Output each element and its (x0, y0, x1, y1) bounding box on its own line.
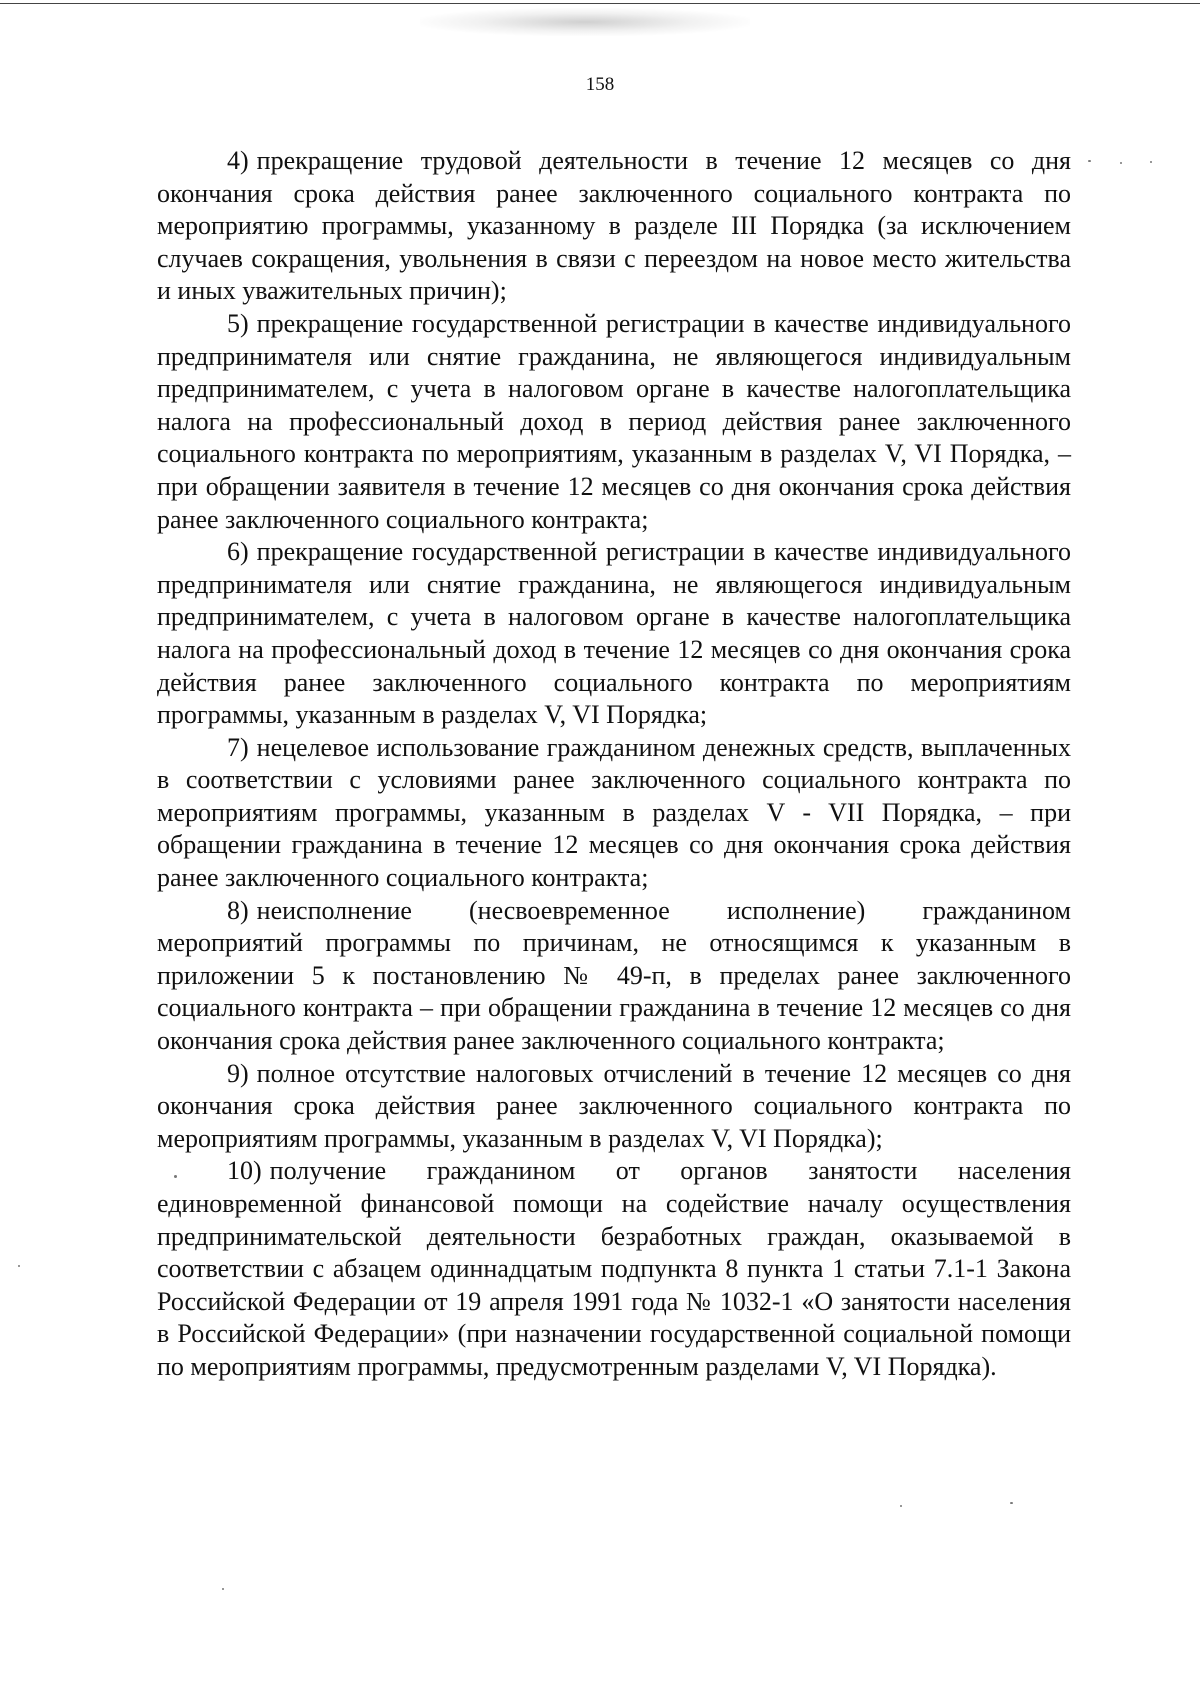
list-item-9 (157, 1058, 1071, 1156)
scan-speck (174, 1175, 177, 1178)
scan-speck (222, 1588, 224, 1590)
scan-top-border (0, 3, 1200, 4)
item-number: 10) (227, 1156, 262, 1186)
item-number: 6) (227, 537, 249, 567)
list-item-7 (157, 732, 1071, 895)
item-text: прекращение трудовой деятельности в течение 12 месяцев со дня окончания срока действия ранее заключенного социального контракта по мероприятию программы, указанному в разделе III Порядка (за исключением случаев сокращения, увольнения в связи с переездом на новое место жительства и иных уважительных причин); (157, 146, 1071, 306)
document-body (157, 145, 1071, 1384)
scan-speck (1088, 160, 1091, 162)
list-item-6 (157, 536, 1071, 732)
item-text: неисполнение (несвоевременное исполнение) гражданином мероприятий программы по причинам, не относящимся к указанным в приложении 5 к постановлению № 49-п, в пределах ранее заключенного социального контракта – при обращении гражданина в течение 12 месяцев со дня окончания срока действия ранее заключенного социального контракта; (157, 895, 1071, 1056)
item-text: прекращение государственной регистрации в качестве индивидуального предпринимателя или снятие гражданина, не являющегося индивидуальным предпринимателем, с учета в налоговом органе в качестве налогоплательщика налога на профессиональный доход в период действия ранее заключенного социального контракта по мероприятиям, указанным в разделах V, VI Порядка, – при обращении заявителя в течение 12 месяцев со дня окончания срока действия ранее заключенного социального контракта; (157, 308, 1071, 534)
item-number: 4) (227, 146, 249, 175)
item-number: 7) (227, 732, 249, 762)
scan-speck (900, 1505, 902, 1507)
list-item-8 (157, 895, 1071, 1058)
item-number: 5) (227, 308, 249, 338)
list-item-4 (157, 145, 1071, 308)
list-item-5 (157, 308, 1071, 536)
page-number: 158 (585, 74, 615, 95)
item-text: нецелевое использование гражданином денежных средств, выплаченных в соответствии с условиями ранее заключенного социального контракта по мероприятиям программы, указанным в разделах V - VII Порядка, – при обращении гражданина в течение 12 месяцев со дня окончания срока действия ранее заключенного социального контракта; (157, 732, 1071, 893)
item-text: полное отсутствие налоговых отчислений в течение 12 месяцев со дня окончания срока действия ранее заключенного социального контракта по мероприятиям программы, указанным в разделах V, VI Порядка); (157, 1058, 1071, 1153)
scan-speck (1150, 161, 1152, 163)
item-number: 8) (227, 895, 249, 925)
item-text: получение гражданином от органов занятости населения единовременной финансовой помощи на содействие началу осуществления предпринимательской деятельности безработных граждан, оказываемой в соответствии с абзацем одиннадцатым подпункта 8 пункта 1 статьи 7.1-1 Закона Российской Федерации от 19 апреля 1991 года № 1032-1 «О занятости населения в Российской Федерации» (при назначении государственной социальной помощи по мероприятиям программы, предусмотренным разделами V, VI Порядка). (157, 1156, 1071, 1381)
list-item-10 (157, 1155, 1071, 1383)
scan-smudge-mark (420, 8, 750, 36)
item-text: прекращение государственной регистрации в качестве индивидуального предпринимателя или снятие гражданина, не являющегося индивидуальным предпринимателем, с учета в налоговом органе в качестве налогоплательщика налога на профессиональный доход в течение 12 месяцев со дня окончания срока действия ранее заключенного социального контракта по мероприятиям программы, указанным в разделах V, VI Порядка; (157, 537, 1071, 730)
scan-speck (1010, 1502, 1013, 1504)
item-number: 9) (227, 1058, 249, 1088)
scan-speck (1120, 162, 1122, 164)
scan-speck (18, 1265, 20, 1267)
